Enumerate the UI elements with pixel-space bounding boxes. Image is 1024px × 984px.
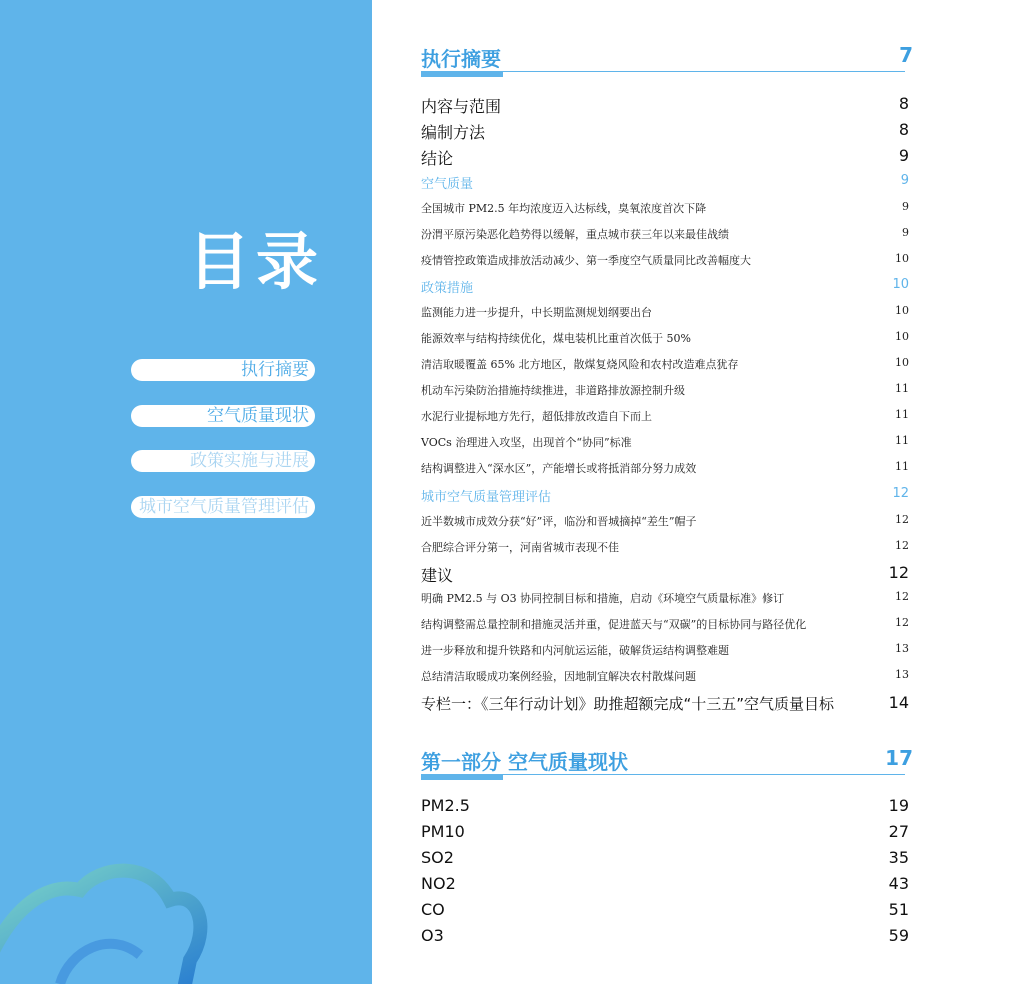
toc-entry[interactable]: [421, 796, 913, 815]
toc-entry[interactable]: [421, 120, 913, 143]
entry-label: 编制方法: [421, 123, 486, 142]
toc-entry[interactable]: [421, 563, 913, 586]
entry-label: 总结清洁取暖成功案例经验，因地制宜解决农村散煤问题: [421, 670, 696, 683]
entry-label: 合肥综合评分第一，河南省城市表现不佳: [421, 541, 619, 554]
entry-label: 近半数城市成效分获“好”评，临汾和晋城摘掉“差生”帽子: [421, 515, 697, 528]
toc-entry[interactable]: [421, 94, 913, 117]
entry-page: 19: [888, 796, 909, 815]
section-page: 7: [899, 43, 913, 67]
toc-entry[interactable]: [421, 900, 913, 919]
entry-page: 12: [895, 539, 909, 552]
nav-exec-summary[interactable]: 执行摘要: [131, 359, 315, 381]
toc-subsection[interactable]: [421, 173, 913, 192]
entry-label: 进一步释放和提升铁路和内河航运运能，破解货运结构调整难题: [421, 644, 729, 657]
entry-page: 13: [895, 642, 909, 655]
toc-subsection[interactable]: [421, 277, 913, 296]
toc-entry[interactable]: [421, 693, 913, 714]
entry-label: 专栏一：《三年行动计划》助推超额完成“十三五”空气质量目标: [421, 695, 835, 713]
toc-entry[interactable]: [421, 460, 913, 476]
toc-entry[interactable]: [421, 822, 913, 841]
toc-entry[interactable]: [421, 668, 913, 684]
section-title: 第一部分 空气质量现状: [421, 750, 628, 774]
nav-city-assessment[interactable]: 城市空气质量管理评估: [131, 496, 315, 518]
entry-page: 27: [888, 822, 909, 841]
toc-entry[interactable]: [421, 200, 913, 216]
entry-page: 11: [895, 408, 909, 421]
entry-label: NO2: [421, 874, 456, 893]
toc-entry[interactable]: [421, 330, 913, 346]
entry-page: 59: [888, 926, 909, 945]
entry-label: 建议: [421, 566, 454, 585]
entry-label: 结构调整进入“深水区”，产能增长或将抵消部分努力成效: [421, 462, 697, 475]
toc-entry[interactable]: [421, 616, 913, 632]
entry-page: 10: [895, 330, 909, 343]
toc-entry[interactable]: [421, 513, 913, 529]
sidebar: [0, 0, 372, 984]
toc-entry[interactable]: [421, 356, 913, 372]
section-bar: [421, 71, 503, 77]
toc-subsection[interactable]: [421, 486, 913, 505]
entry-label: 监测能力进一步提升，中长期监测规划纲要出台: [421, 306, 652, 319]
entry-page: 10: [895, 304, 909, 317]
entry-label: 机动车污染防治措施持续推进，非道路排放源控制升级: [421, 384, 685, 397]
toc-entry[interactable]: [421, 848, 913, 867]
cloud-logo-icon: [0, 860, 372, 984]
section-title: 执行摘要: [421, 47, 501, 71]
entry-page: 12: [892, 486, 909, 501]
section-bar: [421, 774, 503, 780]
entry-page: 14: [888, 693, 909, 712]
section-heading-exec[interactable]: [421, 43, 913, 69]
entry-page: 12: [895, 616, 909, 629]
entry-label: 空气质量: [421, 177, 474, 192]
entry-label: 明确 PM2.5 与 O3 协同控制目标和措施，启动《环境空气质量标准》修订: [421, 592, 785, 605]
entry-label: O3: [421, 926, 444, 945]
entry-label: PM10: [421, 822, 465, 841]
toc-entry[interactable]: [421, 539, 913, 555]
entry-label: 汾渭平原污染恶化趋势得以缓解，重点城市获三年以来最佳战绩: [421, 228, 729, 241]
entry-label: VOCs 治理进入攻坚，出现首个“协同”标准: [421, 436, 632, 449]
entry-label: 内容与范围: [421, 97, 502, 116]
entry-page: 11: [895, 434, 909, 447]
sidebar-title: 目录: [188, 225, 325, 298]
entry-page: 11: [895, 460, 909, 473]
entry-page: 9: [898, 146, 909, 165]
toc-entry[interactable]: [421, 408, 913, 424]
entry-label: 全国城市 PM2.5 年均浓度迈入达标线，臭氧浓度首次下降: [421, 202, 707, 215]
entry-label: 政策措施: [421, 281, 474, 296]
entry-label: 城市空气质量管理评估: [421, 490, 552, 505]
entry-label: 结论: [421, 149, 454, 168]
entry-page: 8: [898, 120, 909, 139]
entry-page: 12: [895, 590, 909, 603]
toc-entry[interactable]: [421, 874, 913, 893]
toc-entry[interactable]: [421, 304, 913, 320]
entry-page: 10: [892, 277, 909, 292]
toc-entry[interactable]: [421, 642, 913, 658]
entry-page: 11: [895, 382, 909, 395]
entry-label: SO2: [421, 848, 454, 867]
entry-page: 35: [888, 848, 909, 867]
entry-label: 水泥行业提标地方先行，超低排放改造自下而上: [421, 410, 652, 423]
entry-page: 13: [895, 668, 909, 681]
entry-page: 9: [902, 200, 909, 213]
toc-entry[interactable]: [421, 226, 913, 242]
entry-page: 43: [888, 874, 909, 893]
toc-entry[interactable]: [421, 590, 913, 606]
entry-page: 10: [895, 252, 909, 265]
entry-page: 9: [902, 226, 909, 239]
section-page: 17: [885, 746, 913, 770]
entry-page: 12: [895, 513, 909, 526]
entry-page: 8: [898, 94, 909, 113]
toc-entry[interactable]: [421, 252, 913, 268]
entry-page: 9: [900, 173, 909, 188]
entry-page: 10: [895, 356, 909, 369]
section-heading-part1[interactable]: [421, 746, 913, 772]
entry-label: 结构调整需总量控制和措施灵活并重，促进蓝天与“双碳”的目标协同与路径优化: [421, 618, 807, 631]
entry-label: 疫情管控政策造成排放活动减少、第一季度空气质量同比改善幅度大: [421, 254, 751, 267]
toc-entry[interactable]: [421, 146, 913, 169]
nav-policy[interactable]: 政策实施与进展: [131, 450, 315, 472]
toc-entry[interactable]: [421, 926, 913, 945]
entry-label: PM2.5: [421, 796, 470, 815]
nav-air-quality[interactable]: 空气质量现状: [131, 405, 315, 427]
entry-page: 51: [888, 900, 909, 919]
entry-label: 清洁取暖覆盖 65% 北方地区，散煤复烧风险和农村改造难点犹存: [421, 358, 739, 371]
toc-entry[interactable]: [421, 434, 913, 450]
entry-label: 能源效率与结构持续优化，煤电装机比重首次低于 50%: [421, 332, 691, 345]
toc-entry[interactable]: [421, 382, 913, 398]
entry-label: CO: [421, 900, 445, 919]
entry-page: 12: [888, 563, 909, 582]
